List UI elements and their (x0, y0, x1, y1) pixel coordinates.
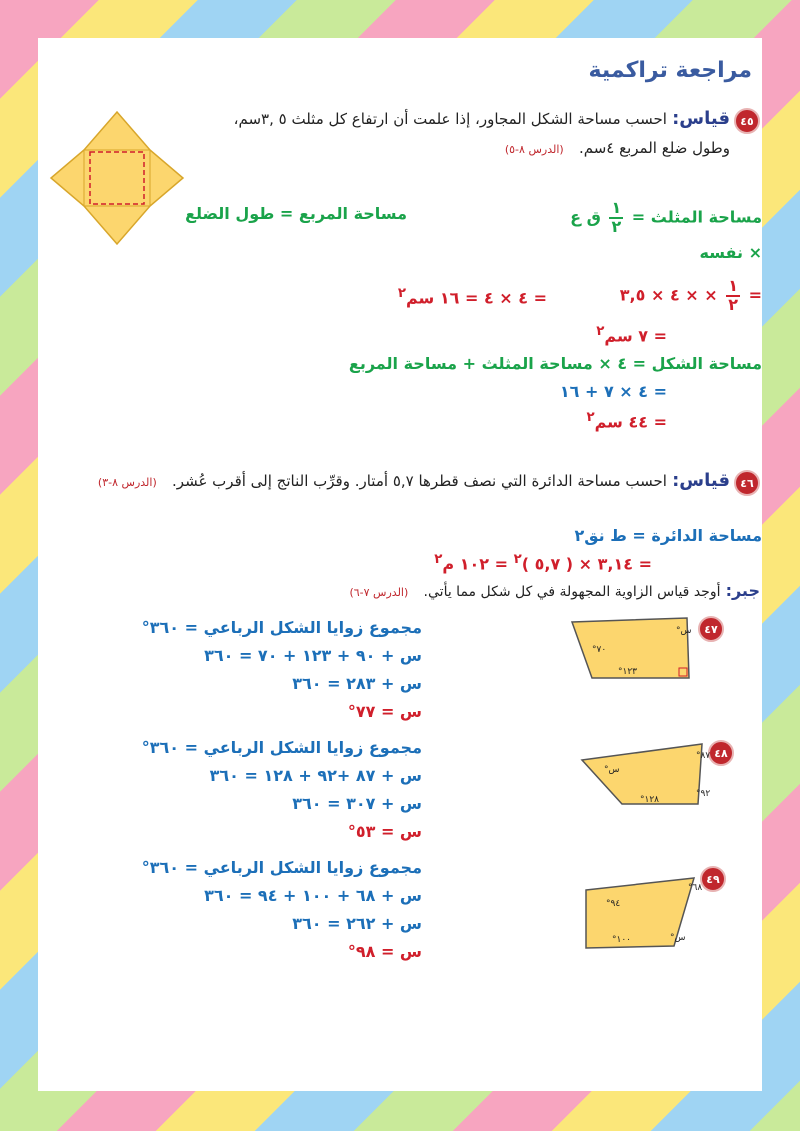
algebra-head: جبر: (725, 581, 760, 600)
q48-line1: مجموع زوايا الشكل الرباعي = ٣٦٠° (141, 738, 422, 757)
circle-calc-eq-sup: ٢ (434, 552, 443, 567)
q47-line3: س + ٢٨٣ = ٣٦٠ (292, 674, 422, 693)
square-area-calc (398, 286, 547, 307)
calc-times: × (704, 285, 718, 305)
q46-text: احسب مساحة الدائرة التي نصف قطرها ٥,٧ أمتار. وقرِّب الناتج إلى أقرب عُشر. (172, 472, 667, 490)
q46-lesson: (الدرس ٨-٣) (97, 476, 157, 489)
q48-answer: س = ٥٣° (347, 822, 422, 841)
question-number-48: ٤٨ (708, 740, 734, 766)
triangle-area-formula (570, 200, 762, 236)
question-number-46: ٤٦ (734, 470, 760, 496)
square-calc-sup: ٢ (397, 286, 406, 301)
tri-result-text: = ٧ سم (604, 326, 667, 346)
shape-result-text: = ٤٤ سم (594, 412, 667, 432)
question-number-49: ٤٩ (700, 866, 726, 892)
fraction-denominator: ٢ (611, 216, 622, 236)
triangle-formula-rest: ق ع (570, 207, 601, 227)
square-area-formula: مساحة المربع = طول الضلع (185, 204, 407, 223)
q49-line3: س + ٢٦٢ = ٣٦٠ (292, 914, 422, 933)
calc-equals: = (748, 285, 762, 305)
circle-calc-eq: = ١٠٢ م (442, 554, 508, 574)
q49-line2: س + ٦٨ + ١٠٠ + ٩٤ = ٣٦٠ (204, 886, 422, 905)
triangle-area-result (596, 324, 667, 345)
q46-head: قياس: (672, 470, 730, 491)
algebra-text: أوجد قياس الزاوية المجهولة في كل شكل مما يأتي. (423, 584, 721, 600)
q45-line2: وطول ضلع المربع ٤سم. (578, 139, 730, 157)
circle-calc-sup: ٢ (513, 552, 522, 567)
q47-angle-x: س° (676, 626, 692, 636)
q48-angle-87: ٨٧° (696, 751, 711, 761)
q47-line2: س + ٩٠ + ١٢٣ + ٧٠ = ٣٦٠ (204, 646, 422, 665)
algebra-lesson: (الدرس ٧-٦) (349, 586, 409, 599)
calc-half-fraction (726, 278, 740, 314)
page-sheet (38, 38, 762, 1091)
star-square-figure (50, 110, 184, 246)
q48-angle-92: ٩٢° (696, 789, 711, 799)
q47-quadrilateral (568, 616, 694, 682)
page-title: مراجعة تراكمية (588, 58, 752, 83)
shape-area-result (586, 410, 667, 431)
q49-angle-100: ١٠٠° (612, 935, 632, 945)
q49-answer: س = ٩٨° (347, 942, 422, 961)
algebra-statement (349, 581, 760, 600)
q49-line1: مجموع زوايا الشكل الرباعي = ٣٦٠° (141, 858, 422, 877)
triangle-area-calc (620, 278, 762, 314)
q45-statement (234, 108, 730, 129)
q46-statement (98, 470, 730, 491)
circle-area-calc (434, 552, 652, 573)
q49-angle-94: ٩٤° (606, 899, 621, 909)
q47-angle-70: ٧٠° (592, 645, 607, 655)
circle-area-formula: مساحة الدائرة = ط نق٢ (574, 526, 762, 545)
q48-angle-x: س° (604, 765, 620, 775)
shape-area-calc: = ٤ × ٧ + ١٦ (559, 382, 667, 401)
q45-head: قياس: (672, 108, 730, 129)
question-number-47: ٤٧ (698, 616, 724, 642)
circle-calc-text: = ٣,١٤ × ( ٥,٧ ) (521, 554, 652, 574)
q49-quadrilateral (582, 876, 703, 952)
q47-line1: مجموع زوايا الشكل الرباعي = ٣٦٠° (141, 618, 422, 637)
calc-rest: × ٤ × ٣,٥ (619, 285, 699, 305)
question-number-45: ٤٥ (734, 108, 760, 134)
q47-answer: س = ٧٧° (347, 702, 422, 721)
q47-angle-123: ١٢٣° (618, 667, 638, 677)
shape-result-sup: ٢ (586, 410, 595, 425)
square-area-formula-cont: × نفسه (699, 243, 762, 262)
q45-line1: احسب مساحة الشكل المجاور، إذا علمت أن ارتفاع كل مثلث ٥ ,٣سم، (233, 110, 667, 128)
half-fraction (609, 200, 623, 236)
q48-line2: س + ٨٧ +٩٢ + ١٢٨ = ٣٦٠ (209, 766, 422, 785)
calc-fraction-denominator: ٢ (728, 294, 739, 314)
shape-area-formula: مساحة الشكل = ٤ × مساحة المثلث + مساحة المربع (348, 354, 762, 373)
triangle-formula-label: مساحة المثلث = (631, 207, 762, 227)
q49-angle-x: س° (670, 933, 686, 943)
q48-quadrilateral (578, 742, 711, 808)
q48-line3: س + ٣٠٧ = ٣٦٠ (292, 794, 422, 813)
tri-result-sup: ٢ (596, 324, 605, 339)
q48-angle-128: ١٢٨° (640, 795, 660, 805)
square-calc-text: = ٤ × ٤ = ١٦ سم (406, 288, 547, 308)
q49-angle-68: ٦٨° (688, 883, 703, 893)
q45-lesson: (الدرس ٨-٥) (504, 143, 564, 156)
calc-fraction-numerator: ١ (728, 276, 739, 295)
fraction-numerator: ١ (611, 198, 622, 217)
q45-statement-line2 (505, 138, 730, 157)
